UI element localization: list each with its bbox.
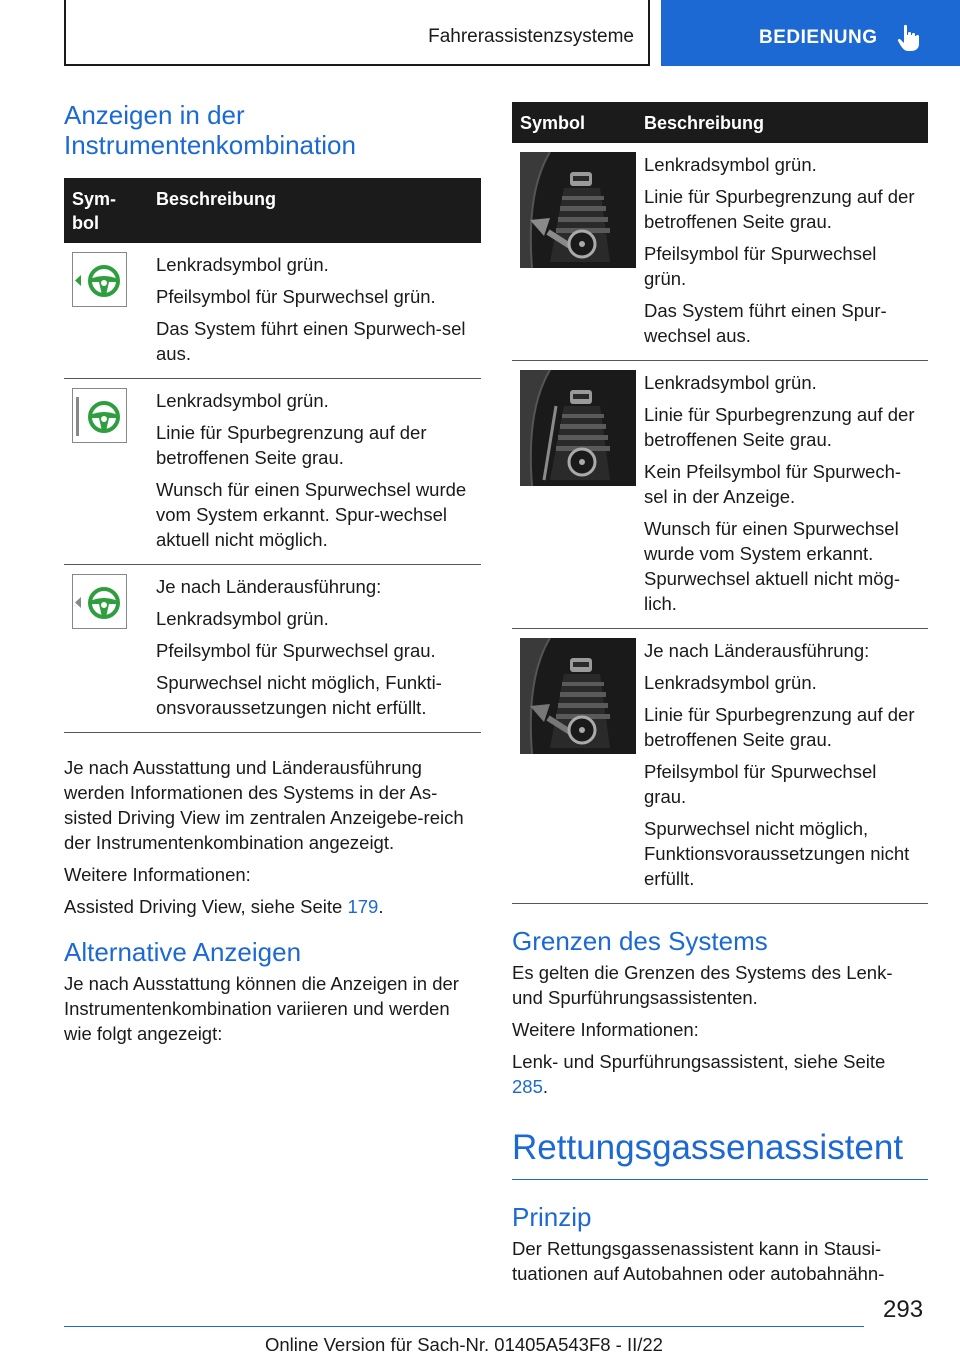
section-heading-grenzen: Grenzen des Systems — [512, 926, 768, 956]
table-row — [64, 243, 481, 379]
section-heading-anzeigen: Anzeigen in der Instrumentenkombination — [64, 100, 356, 160]
table-header-symbol: Sym-bol — [64, 178, 148, 243]
table-row — [512, 629, 928, 904]
link-prefix: Assisted Driving View, siehe Seite — [64, 896, 348, 917]
right-body — [512, 926, 928, 1286]
row-line: Wunsch für einen Spurwechsel wurde vom System erkannt. Spur-wechsel aktuell nicht möglich. — [156, 479, 467, 550]
footer-text: Online Version für Sach-Nr. 01405A543F8 - II/22 — [265, 1334, 663, 1355]
row-line: Spurwechsel nicht möglich, Funkti-onsvoraussetzungen nicht erfüllt. — [156, 672, 442, 718]
chapter-heading: Rettungsgassenassistent — [512, 1128, 904, 1167]
row-line: Lenkradsymbol grün. — [156, 254, 329, 275]
header-section-title: Fahrerassistenzsysteme — [428, 26, 634, 47]
steering-wheel-line-icon — [72, 388, 127, 443]
table-header-beschreibung: Beschreibung — [148, 178, 481, 243]
table-header-symbol: Symbol — [512, 102, 636, 143]
row-line: Wunsch für einen Spurwechsel wurde vom System erkannt. Spurwechsel aktuell nicht mög-lich. — [644, 518, 901, 614]
paragraph: Der Rettungsgassenassistent kann in Stausi-tuationen auf Autobahnen oder autobahnähn- — [512, 1238, 885, 1284]
row-line: Das System führt einen Spurwech-sel aus. — [156, 318, 466, 364]
row-line: Lenkradsymbol grün. — [156, 608, 329, 629]
left-body — [64, 755, 481, 1046]
link-prefix: Lenk- und Spurführungsassistent, siehe Seite — [512, 1051, 886, 1072]
link-suffix: . — [378, 896, 384, 917]
table-header-beschreibung: Beschreibung — [636, 102, 928, 143]
table-row — [512, 143, 928, 361]
row-line: Pfeilsymbol für Spurwechsel grün. — [644, 243, 877, 289]
page-link-179[interactable]: 179 — [347, 896, 379, 917]
section-heading-alternative: Alternative Anzeigen — [64, 937, 302, 967]
row-line: Pfeilsymbol für Spurwechsel grau. — [156, 640, 436, 661]
section-heading-prinzip: Prinzip — [512, 1202, 592, 1232]
table-row — [512, 361, 928, 629]
steering-wheel-grey-arrow-icon — [72, 574, 127, 629]
paragraph — [512, 1049, 892, 1099]
chapter-rule — [512, 1179, 928, 1180]
paragraph: Je nach Ausstattung und Länderausführung werden Informationen des Systems in der As-sisted Driving View im zentralen Anzeigebe-reich der Instrumentenkombination angezeigt. — [64, 757, 464, 853]
hand-pointer-icon — [897, 24, 921, 52]
table-row — [64, 565, 481, 733]
footer-rule — [64, 1326, 864, 1327]
row-line: Lenkradsymbol grün. — [156, 390, 329, 411]
row-line: Kein Pfeilsymbol für Spurwech-sel in der Anzeige. — [644, 461, 902, 507]
header-chapter-title: BEDIENUNG — [759, 27, 878, 48]
row-line: Lenkradsymbol grün. — [644, 154, 817, 175]
row-line: Pfeilsymbol für Spurwechsel grün. — [156, 286, 436, 307]
row-line: Linie für Spurbegrenzung auf der betroffenen Seite grau. — [644, 704, 915, 750]
page-number: 293 — [883, 1296, 924, 1323]
steering-wheel-arrow-icon — [72, 252, 127, 307]
row-line: Lenkradsymbol grün. — [644, 372, 817, 393]
paragraph: Weitere Informationen: — [64, 864, 251, 885]
header-section-tab — [64, 0, 650, 66]
cluster-lane-change-icon — [520, 152, 636, 268]
row-line: Spurwechsel nicht möglich, Funktionsvoraussetzungen nicht erfüllt. — [644, 818, 910, 889]
cluster-lane-grey-arrow-icon — [520, 638, 636, 754]
row-line: Lenkradsymbol grün. — [644, 672, 817, 693]
table-row — [64, 379, 481, 565]
paragraph: Weitere Informationen: — [512, 1019, 699, 1040]
left-column — [64, 100, 481, 1046]
link-suffix: . — [542, 1076, 549, 1097]
row-line: Je nach Länderausführung: — [644, 640, 870, 661]
row-line: Pfeilsymbol für Spurwechsel grau. — [644, 761, 877, 807]
row-line: Je nach Länderausführung: — [156, 576, 382, 597]
row-line: Linie für Spurbegrenzung auf der betroffenen Seite grau. — [156, 422, 427, 468]
paragraph: Je nach Ausstattung können die Anzeigen in der Instrumentenkombination variieren und werden wie folgt angezeigt: — [64, 973, 459, 1044]
cluster-lane-line-icon — [520, 370, 636, 486]
paragraph: Es gelten die Grenzen des Systems des Lenk- und Spurführungsassistenten. — [512, 962, 893, 1008]
row-line: Linie für Spurbegrenzung auf der betroffenen Seite grau. — [644, 186, 915, 232]
paragraph — [64, 894, 481, 919]
right-column — [512, 102, 928, 1286]
symbol-table-left — [64, 178, 481, 733]
row-line: Das System führt einen Spur-wechsel aus. — [644, 300, 887, 346]
header-chapter-tab — [661, 0, 960, 66]
symbol-table-right — [512, 102, 928, 904]
page-link-285[interactable]: 285 — [512, 1076, 543, 1097]
row-line: Linie für Spurbegrenzung auf der betroffenen Seite grau. — [644, 404, 915, 450]
